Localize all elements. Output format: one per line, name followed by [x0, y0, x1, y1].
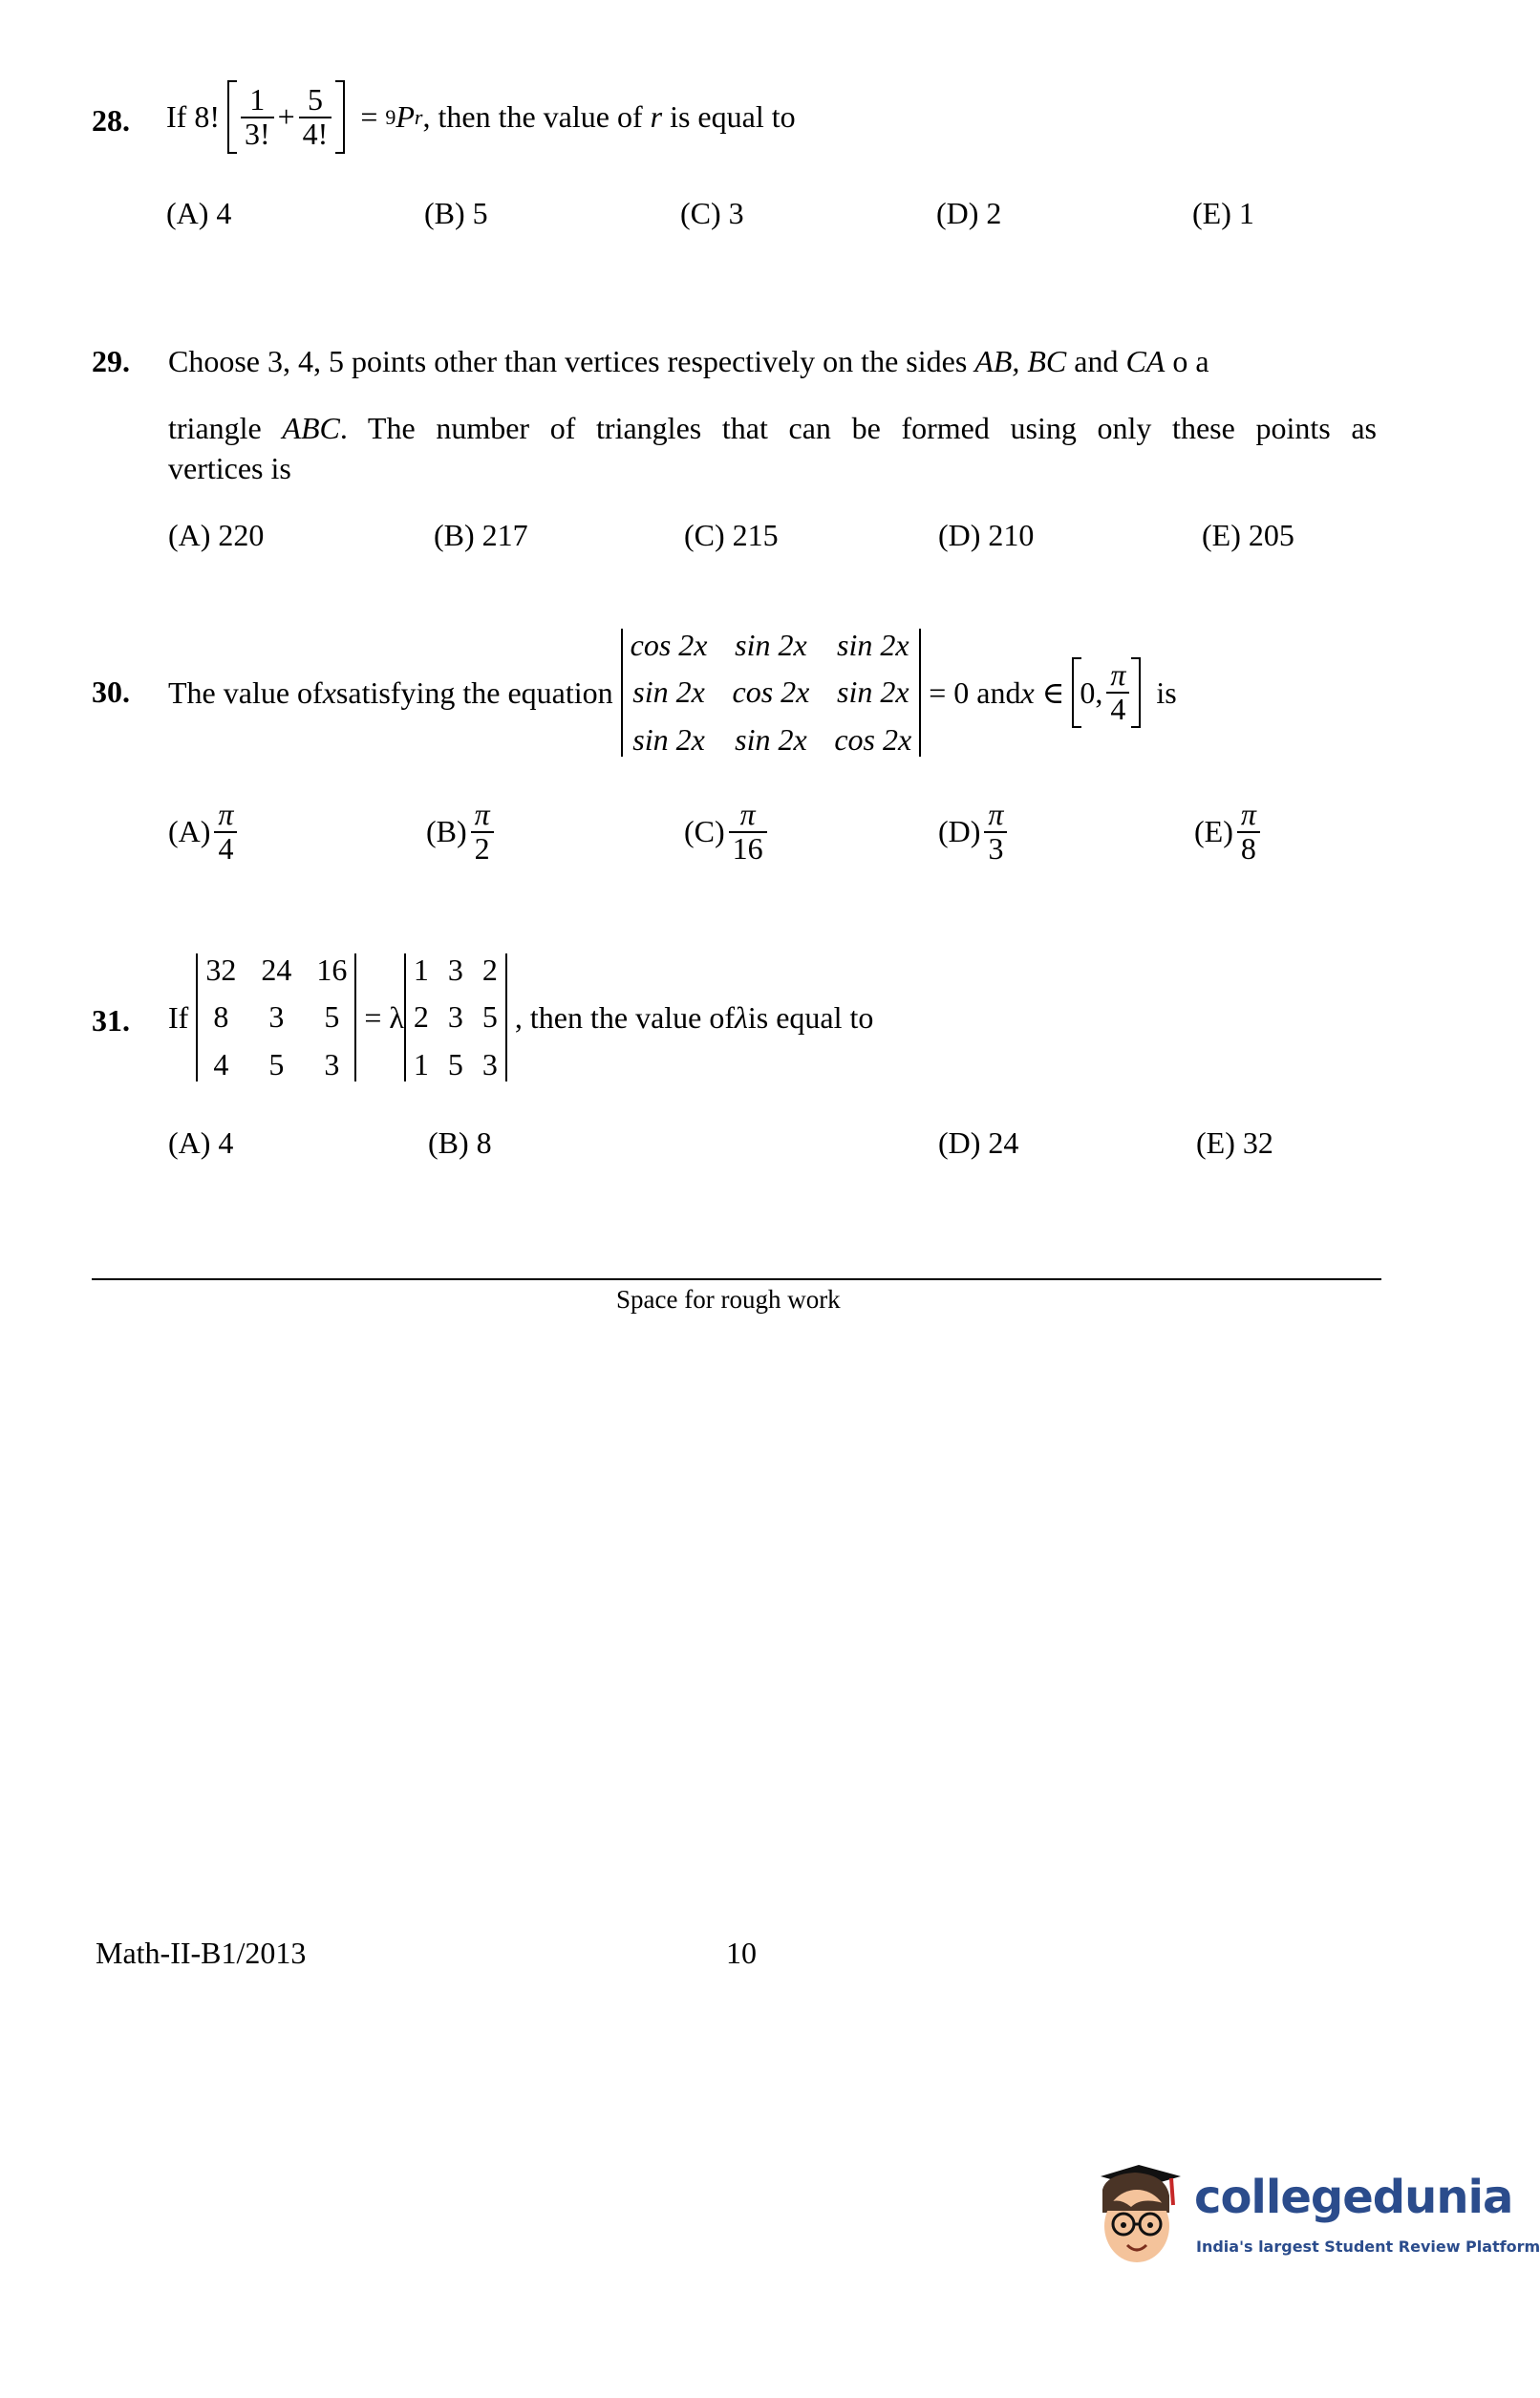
q29-option-c[interactable]: (C) 215: [684, 518, 779, 552]
q31-option-e[interactable]: (E) 32: [1196, 1125, 1273, 1160]
q29-number: 29.: [92, 344, 130, 378]
q29-option-b[interactable]: (B) 217: [434, 518, 528, 552]
q28-option-d[interactable]: (D) 2: [936, 196, 1002, 230]
q31-left-determinant: 32 24 16 8 3 5 4 5 3: [196, 953, 356, 1081]
q30-option-b[interactable]: (B) $\frac{\pi}{2}$: [426, 799, 498, 865]
q28-frac1-den: 3!: [241, 117, 274, 151]
q28-perm-P: P: [396, 99, 415, 135]
q30-option-a[interactable]: (A) $\frac{\pi}{4}$: [168, 799, 241, 865]
q29-option-a[interactable]: (A) 220: [168, 518, 265, 552]
q31-right-determinant: 1 3 2 2 3 5 1 5 3: [404, 953, 507, 1081]
q28-factorial: 8!: [194, 99, 220, 135]
q28-frac2-den: 4!: [299, 117, 332, 151]
q29-option-d[interactable]: (D) 210: [938, 518, 1035, 552]
q28-tail2: is equal to: [670, 99, 796, 135]
q30-interval: 0, $\frac{\pi}{4}$: [1072, 657, 1141, 727]
q29-line3: vertices is: [168, 451, 291, 485]
q28-if: If: [166, 99, 187, 135]
q28-plus: +: [277, 99, 295, 135]
q31-stem: If 32 24 16 8 3 5 4 5 3 = λ 1 3 2 2 3 5 1 5 3 , then the value of λ is equal to: [168, 953, 874, 1081]
q28-option-e[interactable]: (E) 1: [1192, 196, 1254, 230]
q28-var: r: [650, 99, 663, 135]
q30-number: 30.: [92, 674, 130, 709]
q31-option-b[interactable]: (B) 8: [428, 1125, 492, 1160]
q28-option-b[interactable]: (B) 5: [424, 196, 488, 230]
q28-perm-sup: 9: [385, 104, 396, 129]
collegedunia-tagline: India's largest Student Review Platform: [1196, 2237, 1540, 2256]
q28-frac2-num: 5: [308, 82, 323, 117]
collegedunia-mascot-icon: [1089, 2157, 1185, 2272]
q31-option-a[interactable]: (A) 4: [168, 1125, 234, 1160]
q30-determinant: cos 2x sin 2x sin 2x sin 2x cos 2x sin 2x sin 2x sin 2x cos 2x: [621, 629, 922, 757]
q28-tail: , then the value of: [422, 99, 643, 135]
q31-number: 31.: [92, 1003, 130, 1038]
q29-line1: Choose 3, 4, 5 points other than vertices respectively on the sides AB, BC and CA o a: [168, 344, 1209, 378]
collegedunia-wordmark: collegedunia: [1194, 2171, 1513, 2224]
q28-equals: =: [360, 99, 378, 135]
page-number: 10: [726, 1936, 757, 1970]
q28-frac1-num: 1: [249, 82, 266, 117]
q28-perm-sub: r: [414, 104, 423, 129]
q28-option-a[interactable]: (A) 4: [166, 196, 232, 230]
q28-bracket: [227, 80, 345, 154]
q30-option-d[interactable]: (D) $\frac{\pi}{3}$: [938, 799, 1011, 865]
q29-option-e[interactable]: (E) 205: [1202, 518, 1294, 552]
q29-line2: triangle ABC. The number of triangles that can be formed using only these points as: [168, 411, 1377, 445]
q30-stem: The value of x satisfying the equation cos 2x sin 2x sin 2x sin 2x cos 2x sin 2x sin 2x sin 2x cos 2x = 0 and x ∈ 0, $\frac{\pi}{4}$ is: [168, 628, 1177, 757]
rough-work-label: Space for rough work: [616, 1285, 841, 1314]
rough-work-divider: [92, 1278, 1381, 1280]
q31-option-d[interactable]: (D) 24: [938, 1125, 1019, 1160]
paper-code: Math-II-B1/2013: [96, 1936, 307, 1970]
q30-option-c[interactable]: (C) $\frac{\pi}{16}$: [684, 799, 771, 865]
q28-number: 28.: [92, 103, 130, 138]
q28-option-c[interactable]: (C) 3: [680, 196, 744, 230]
q30-option-e[interactable]: (E) $\frac{\pi}{8}$: [1194, 799, 1264, 865]
q28-stem: [166, 80, 796, 154]
